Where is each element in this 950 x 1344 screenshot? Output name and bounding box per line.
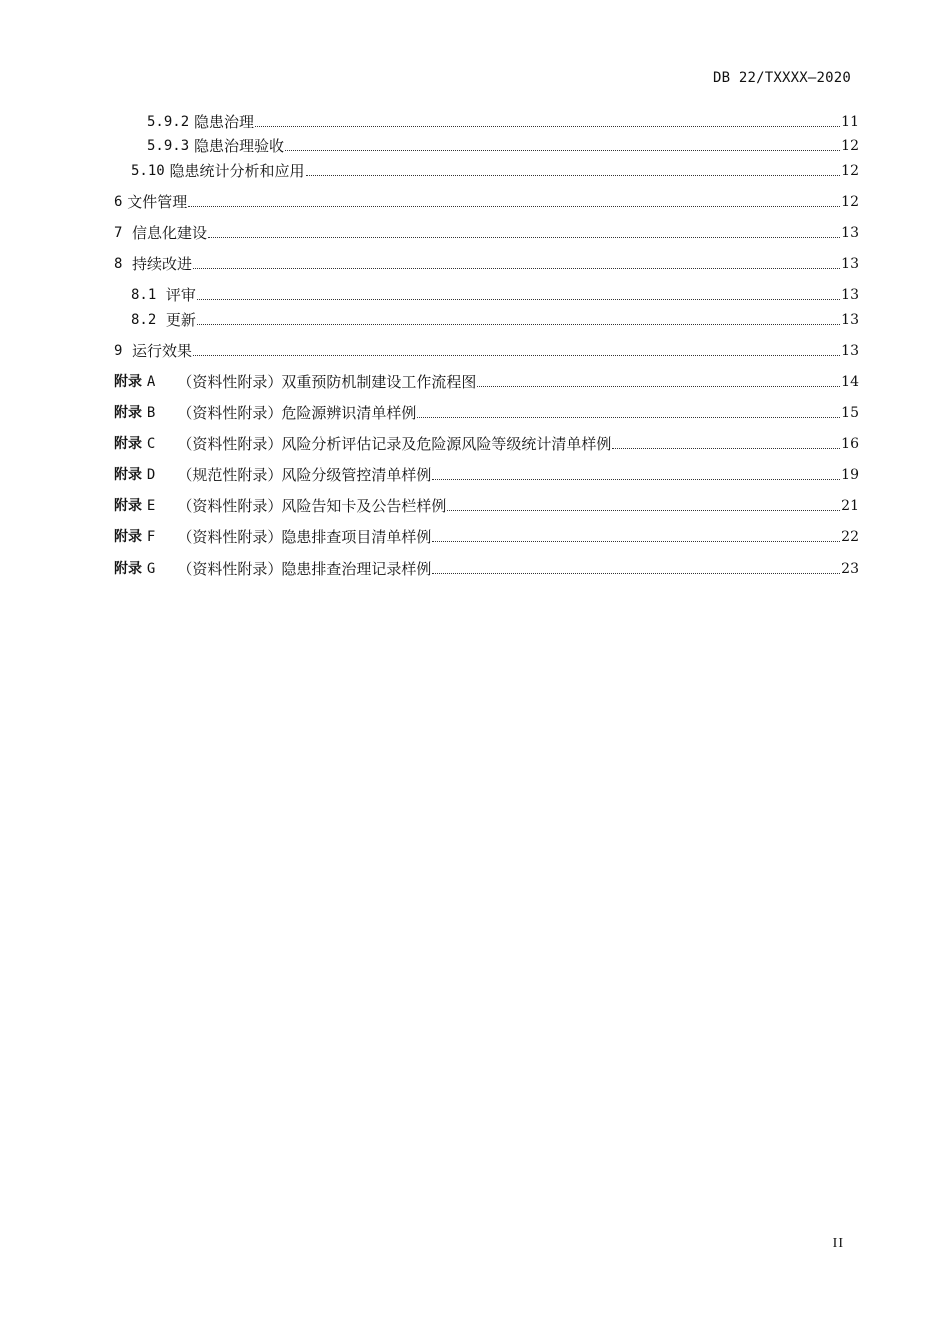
toc-entry-page: 12 [841, 163, 859, 179]
toc-entry[interactable] [114, 220, 859, 242]
toc-entry-page: 12 [841, 194, 859, 210]
appendix-page: 19 [841, 467, 859, 483]
toc-entry[interactable] [114, 338, 859, 360]
dot-leader [285, 149, 840, 151]
toc-appendix-entry[interactable] [114, 556, 859, 578]
appendix-type-tag: （资料性附录） [177, 373, 283, 391]
toc-entry-page: 13 [841, 287, 859, 303]
dot-leader [477, 385, 840, 387]
appendix-page: 23 [841, 561, 859, 577]
toc-entry-number: 8.1 [131, 287, 157, 303]
appendix-title: 双重预防机制建设工作流程图 [281, 373, 477, 391]
appendix-page: 14 [841, 374, 859, 390]
toc-appendix-entry[interactable] [114, 493, 859, 515]
appendix-label: 附录 A [114, 374, 156, 390]
toc-entry-number: 9 [114, 343, 123, 359]
toc-entry[interactable] [131, 158, 859, 180]
dot-leader [432, 540, 840, 542]
toc-entry-title: 信息化建设 [131, 224, 207, 242]
toc-entry-number: 5.10 [131, 163, 165, 179]
toc-entry-title: 隐患治理 [193, 113, 254, 131]
toc-appendix-entry[interactable] [114, 400, 859, 422]
toc-entry-page: 11 [841, 114, 859, 130]
toc-entry-page: 13 [841, 225, 859, 241]
appendix-type-tag: （资料性附录） [177, 560, 283, 578]
dot-leader [447, 509, 840, 511]
dot-leader [193, 354, 840, 356]
toc-entry-page: 13 [841, 312, 859, 328]
toc-entry-number: 5.9.3 [147, 138, 190, 154]
toc-entry[interactable] [131, 307, 859, 329]
toc-entry-number: 6 [114, 194, 123, 210]
toc-entry-page: 13 [841, 343, 859, 359]
toc-entry-number: 7 [114, 225, 123, 241]
toc-entry[interactable] [147, 133, 859, 155]
dot-leader [417, 416, 840, 418]
appendix-label: 附录 F [114, 529, 156, 545]
dot-leader [188, 205, 840, 207]
toc-appendix-entry[interactable] [114, 431, 859, 453]
toc-appendix-entry[interactable] [114, 524, 859, 546]
toc-appendix-entry[interactable] [114, 462, 859, 484]
toc-entry-page: 13 [841, 256, 859, 272]
appendix-title: 隐患排查项目清单样例 [281, 528, 432, 546]
appendix-type-tag: （规范性附录） [177, 466, 283, 484]
appendix-type-tag: （资料性附录） [177, 497, 283, 515]
toc-entry[interactable] [114, 251, 859, 273]
appendix-title: 隐患排查治理记录样例 [281, 560, 432, 578]
appendix-title: 风险分级管控清单样例 [281, 466, 432, 484]
appendix-label: 附录 E [114, 498, 156, 514]
dot-leader [208, 236, 840, 238]
appendix-label: 附录 D [114, 467, 156, 483]
appendix-page: 21 [841, 498, 859, 514]
appendix-type-tag: （资料性附录） [177, 435, 283, 453]
page-number-footer: II [832, 1236, 844, 1251]
appendix-title: 风险告知卡及公告栏样例 [281, 497, 447, 515]
appendix-type-tag: （资料性附录） [177, 528, 283, 546]
toc-appendix-entry[interactable] [114, 369, 859, 391]
toc-entry-number: 5.9.2 [147, 114, 190, 130]
toc-entry-page: 12 [841, 138, 859, 154]
toc-entry[interactable] [131, 282, 859, 304]
dot-leader [255, 125, 840, 127]
dot-leader [612, 447, 840, 449]
appendix-label: 附录 C [114, 436, 156, 452]
appendix-title: 危险源辨识清单样例 [281, 404, 417, 422]
appendix-label: 附录 G [114, 561, 156, 577]
dot-leader [193, 267, 840, 269]
appendix-type-tag: （资料性附录） [177, 404, 283, 422]
toc-entry-title: 文件管理 [127, 193, 188, 211]
appendix-label: 附录 B [114, 405, 156, 421]
toc-entry-number: 8.2 [131, 312, 157, 328]
toc-entry-title: 运行效果 [131, 342, 192, 360]
toc-entry-title: 隐患统计分析和应用 [169, 162, 305, 180]
dot-leader [306, 174, 841, 176]
toc-entry-title: 评审 [165, 286, 196, 304]
dot-leader [197, 298, 840, 300]
toc-entry-number: 8 [114, 256, 123, 272]
appendix-page: 15 [841, 405, 859, 421]
appendix-title: 风险分析评估记录及危险源风险等级统计清单样例 [281, 435, 612, 453]
appendix-page: 16 [841, 436, 859, 452]
appendix-page: 22 [841, 529, 859, 545]
document-id-header: DB 22/TXXXX—2020 [712, 70, 851, 86]
toc-entry-title: 更新 [165, 311, 196, 329]
dot-leader [432, 478, 840, 480]
toc-entry[interactable] [114, 189, 859, 211]
toc-entry[interactable] [147, 109, 859, 131]
dot-leader [432, 572, 840, 574]
dot-leader [197, 323, 840, 325]
toc-entry-title: 隐患治理验收 [193, 137, 284, 155]
toc-entry-title: 持续改进 [131, 255, 192, 273]
